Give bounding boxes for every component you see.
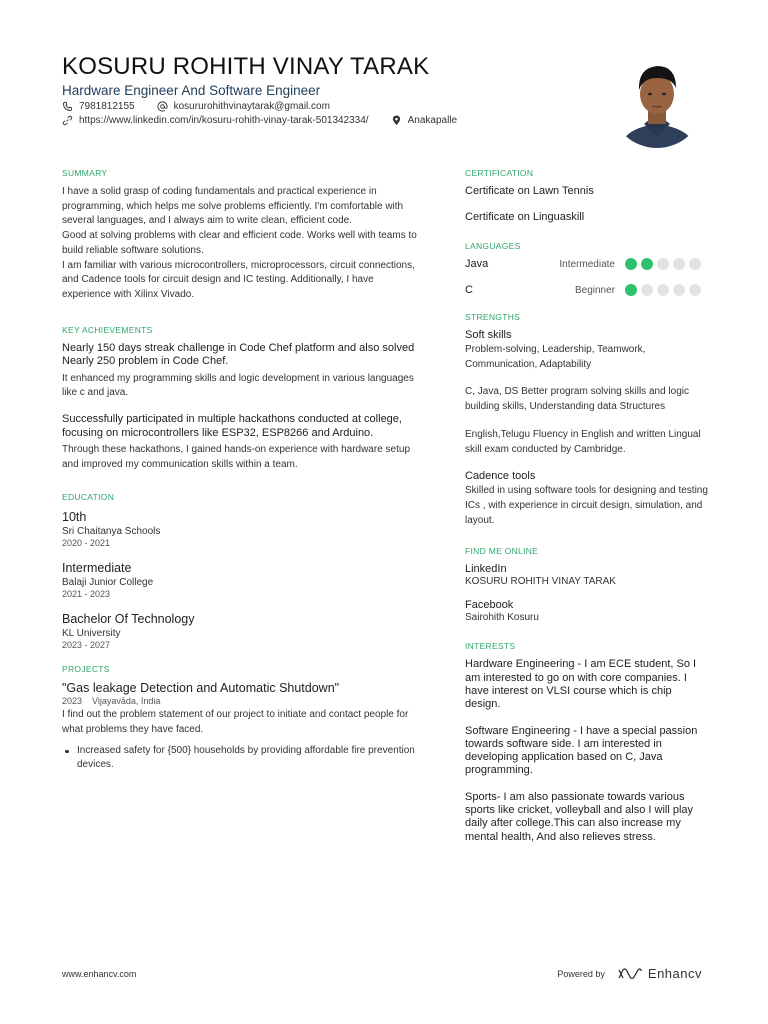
linkedin-link[interactable]: https://www.linkedin.com/in/kosuru-rohith-vinay-tarak-501342334/ (79, 115, 369, 126)
education-item (62, 560, 422, 599)
location-text: Anakapalle (407, 115, 458, 126)
powered-by-label: Powered by (557, 968, 605, 979)
online-item-value: Sairohith Kosuru (465, 612, 539, 624)
achievement-desc: It enhanced my programming skills and logic development in various languages like c and java. (62, 372, 414, 399)
rating-dot-empty (673, 284, 685, 296)
section-title-achievements: KEY ACHIEVEMENTS (62, 324, 153, 335)
languages-section (465, 241, 710, 296)
strength-item (465, 329, 710, 372)
language-row (465, 284, 710, 296)
projects-section (62, 664, 422, 772)
location-icon (391, 115, 402, 126)
education-school: Sri Chaitanya Schools (62, 526, 161, 538)
language-level: Beginner (574, 284, 615, 296)
strength-item (465, 428, 710, 457)
achievement-headline: Nearly 150 days streak challenge in Code Chef platform and also solved Nearly 250 problem in Code Chef. (62, 341, 415, 368)
section-title-languages: LANGUAGES (465, 241, 521, 251)
brand-name: Enhancv (647, 966, 702, 981)
interests-section (465, 641, 710, 844)
strength-head: Cadence tools (465, 470, 536, 483)
summary-text-3: I am familiar with various microcontrollers, microprocessors, circuit connections, and Cadence tools for circuit design and IC testing. Additionally, I have experience with Xilinx Vivado. (62, 259, 415, 300)
section-title-strengths: STRENGTHS (465, 312, 521, 322)
profile-photo (610, 54, 704, 148)
project-bullet: Increased safety for {500} households by providing affordable fire prevention devices. (62, 744, 422, 773)
section-title-interests: INTERESTS (465, 641, 516, 652)
language-rating (625, 284, 701, 296)
link-icon (62, 115, 73, 126)
education-years: 2021 - 2023 (62, 589, 111, 600)
summary-section (62, 168, 422, 303)
rating-dot-empty (657, 258, 669, 270)
candidate-name: KOSURU ROHITH VINAY TARAK (62, 53, 430, 80)
strength-text: C, Java, DS Better program solving skills and logic building skills, Understanding data Structures (465, 386, 689, 413)
achievement-item (62, 413, 422, 472)
enhancv-logo-icon (617, 968, 643, 980)
certification-item: Certificate on Linguaskill (465, 211, 585, 223)
summary-text: I have a solid grasp of coding fundamentals and practical experience in programming, which helps me solve problems efficiently. I'm comfortable with several languages, and I always aim to write clean, efficient code. (62, 186, 404, 227)
section-title-summary: SUMMARY (62, 168, 108, 178)
achievements-section (62, 325, 422, 473)
find-online-section (465, 546, 710, 623)
summary-text-2: Good at solving problems with clear and efficient code. Works well with teams to build reliable software solutions. (62, 230, 417, 256)
strengths-section (465, 312, 710, 528)
section-title-education: EDUCATION (62, 492, 115, 503)
education-degree: Bachelor Of Technology (62, 612, 195, 627)
language-rating (625, 258, 701, 270)
online-item-linkedin[interactable] (465, 563, 710, 587)
interest-item: Sports- I am also passionate towards various sports like cricket, volleyball and also I will play daily after college.This can also increase my mental health, And also relieves stress. (465, 790, 694, 843)
strength-item (465, 470, 710, 528)
interest-item: Software Engineering - I have a special passion towards software side. I am interested in developing application based on C, Java programming. (465, 724, 698, 777)
education-years: 2023 - 2027 (62, 640, 111, 651)
contact-line-1 (62, 101, 582, 112)
footer-site-link[interactable]: www.enhancv.com (62, 968, 137, 979)
certification-section (465, 168, 710, 223)
rating-dot-empty (657, 284, 669, 296)
achievement-item (62, 342, 422, 401)
page-footer (62, 966, 702, 981)
online-item-value: KOSURU ROHITH VINAY TARAK (465, 576, 616, 588)
language-name: Java (465, 258, 489, 270)
project-bullets (62, 744, 422, 773)
rating-dot-empty (673, 258, 685, 270)
section-title-certification: CERTIFICATION (465, 168, 534, 178)
education-school: KL University (62, 628, 121, 640)
education-years: 2020 - 2021 (62, 538, 111, 549)
rating-dot-filled (641, 258, 653, 270)
section-title-projects: PROJECTS (62, 664, 110, 675)
resume-header (62, 52, 582, 126)
strength-head: Soft skills (465, 329, 512, 341)
achievement-headline: Successfully participated in multiple hackathons conducted at college, focusing on microcontrollers like ESP32, ESP8266 and Arduino. (62, 413, 402, 439)
rating-dot-empty (641, 284, 653, 296)
rating-dot-empty (689, 284, 701, 296)
project-meta (62, 696, 422, 706)
project-place: Vijayavāda, India (92, 696, 161, 707)
strength-item (465, 385, 710, 414)
phone-icon (62, 101, 73, 112)
project-desc: I find out the problem statement of our project to initiate and contact people for what problems they have faced. (62, 709, 409, 736)
phone-number[interactable]: 7981812155 (79, 101, 135, 112)
certification-item: Certificate on Lawn Tennis (465, 185, 594, 197)
online-item-facebook[interactable] (465, 599, 710, 623)
interest-item: Hardware Engineering - I am ECE student, So I am interested to go on with core companies. I have interest on VLSI course which is chip design. (465, 658, 697, 711)
language-row (465, 258, 710, 270)
education-degree: Intermediate (62, 561, 132, 576)
education-school: Balaji Junior College (62, 577, 154, 589)
education-degree: 10th (62, 510, 87, 525)
email-link[interactable]: kosururohithvinaytarak@gmail.com (173, 101, 330, 112)
candidate-role: Hardware Engineer And Software Engineer (62, 83, 321, 98)
project-title: "Gas leakage Detection and Automatic Shutdown" (62, 681, 340, 696)
section-title-find-online: FIND ME ONLINE (465, 546, 539, 557)
project-year: 2023 (62, 696, 83, 707)
achievement-desc: Through these hackathons, I gained hands-on experience with hardware setup and improved my communication skills within a team. (62, 444, 411, 470)
strength-text: English,Telugu Fluency in English and written Lingual skill exam conducted by Cambridge. (465, 428, 701, 455)
rating-dot-filled (625, 258, 637, 270)
left-column (62, 168, 422, 795)
powered-by (557, 966, 702, 981)
language-level: Intermediate (559, 258, 615, 270)
education-section (62, 492, 422, 650)
contact-line-2 (62, 115, 582, 126)
online-item-head: LinkedIn (465, 563, 507, 576)
rating-dot-filled (625, 284, 637, 296)
education-item (62, 611, 422, 650)
education-item (62, 509, 422, 548)
online-item-head: Facebook (465, 599, 514, 612)
brand-logo[interactable] (617, 966, 702, 981)
at-icon (157, 101, 168, 112)
rating-dot-empty (689, 258, 701, 270)
strength-text: Skilled in using software tools for designing and testing ICs , with experience in circuit design, simulation, and layout. (465, 485, 708, 526)
strength-text: Problem-solving, Leadership, Teamwork, Communication, Adaptability (465, 344, 646, 370)
language-name: C (465, 284, 473, 296)
right-column (465, 168, 710, 866)
